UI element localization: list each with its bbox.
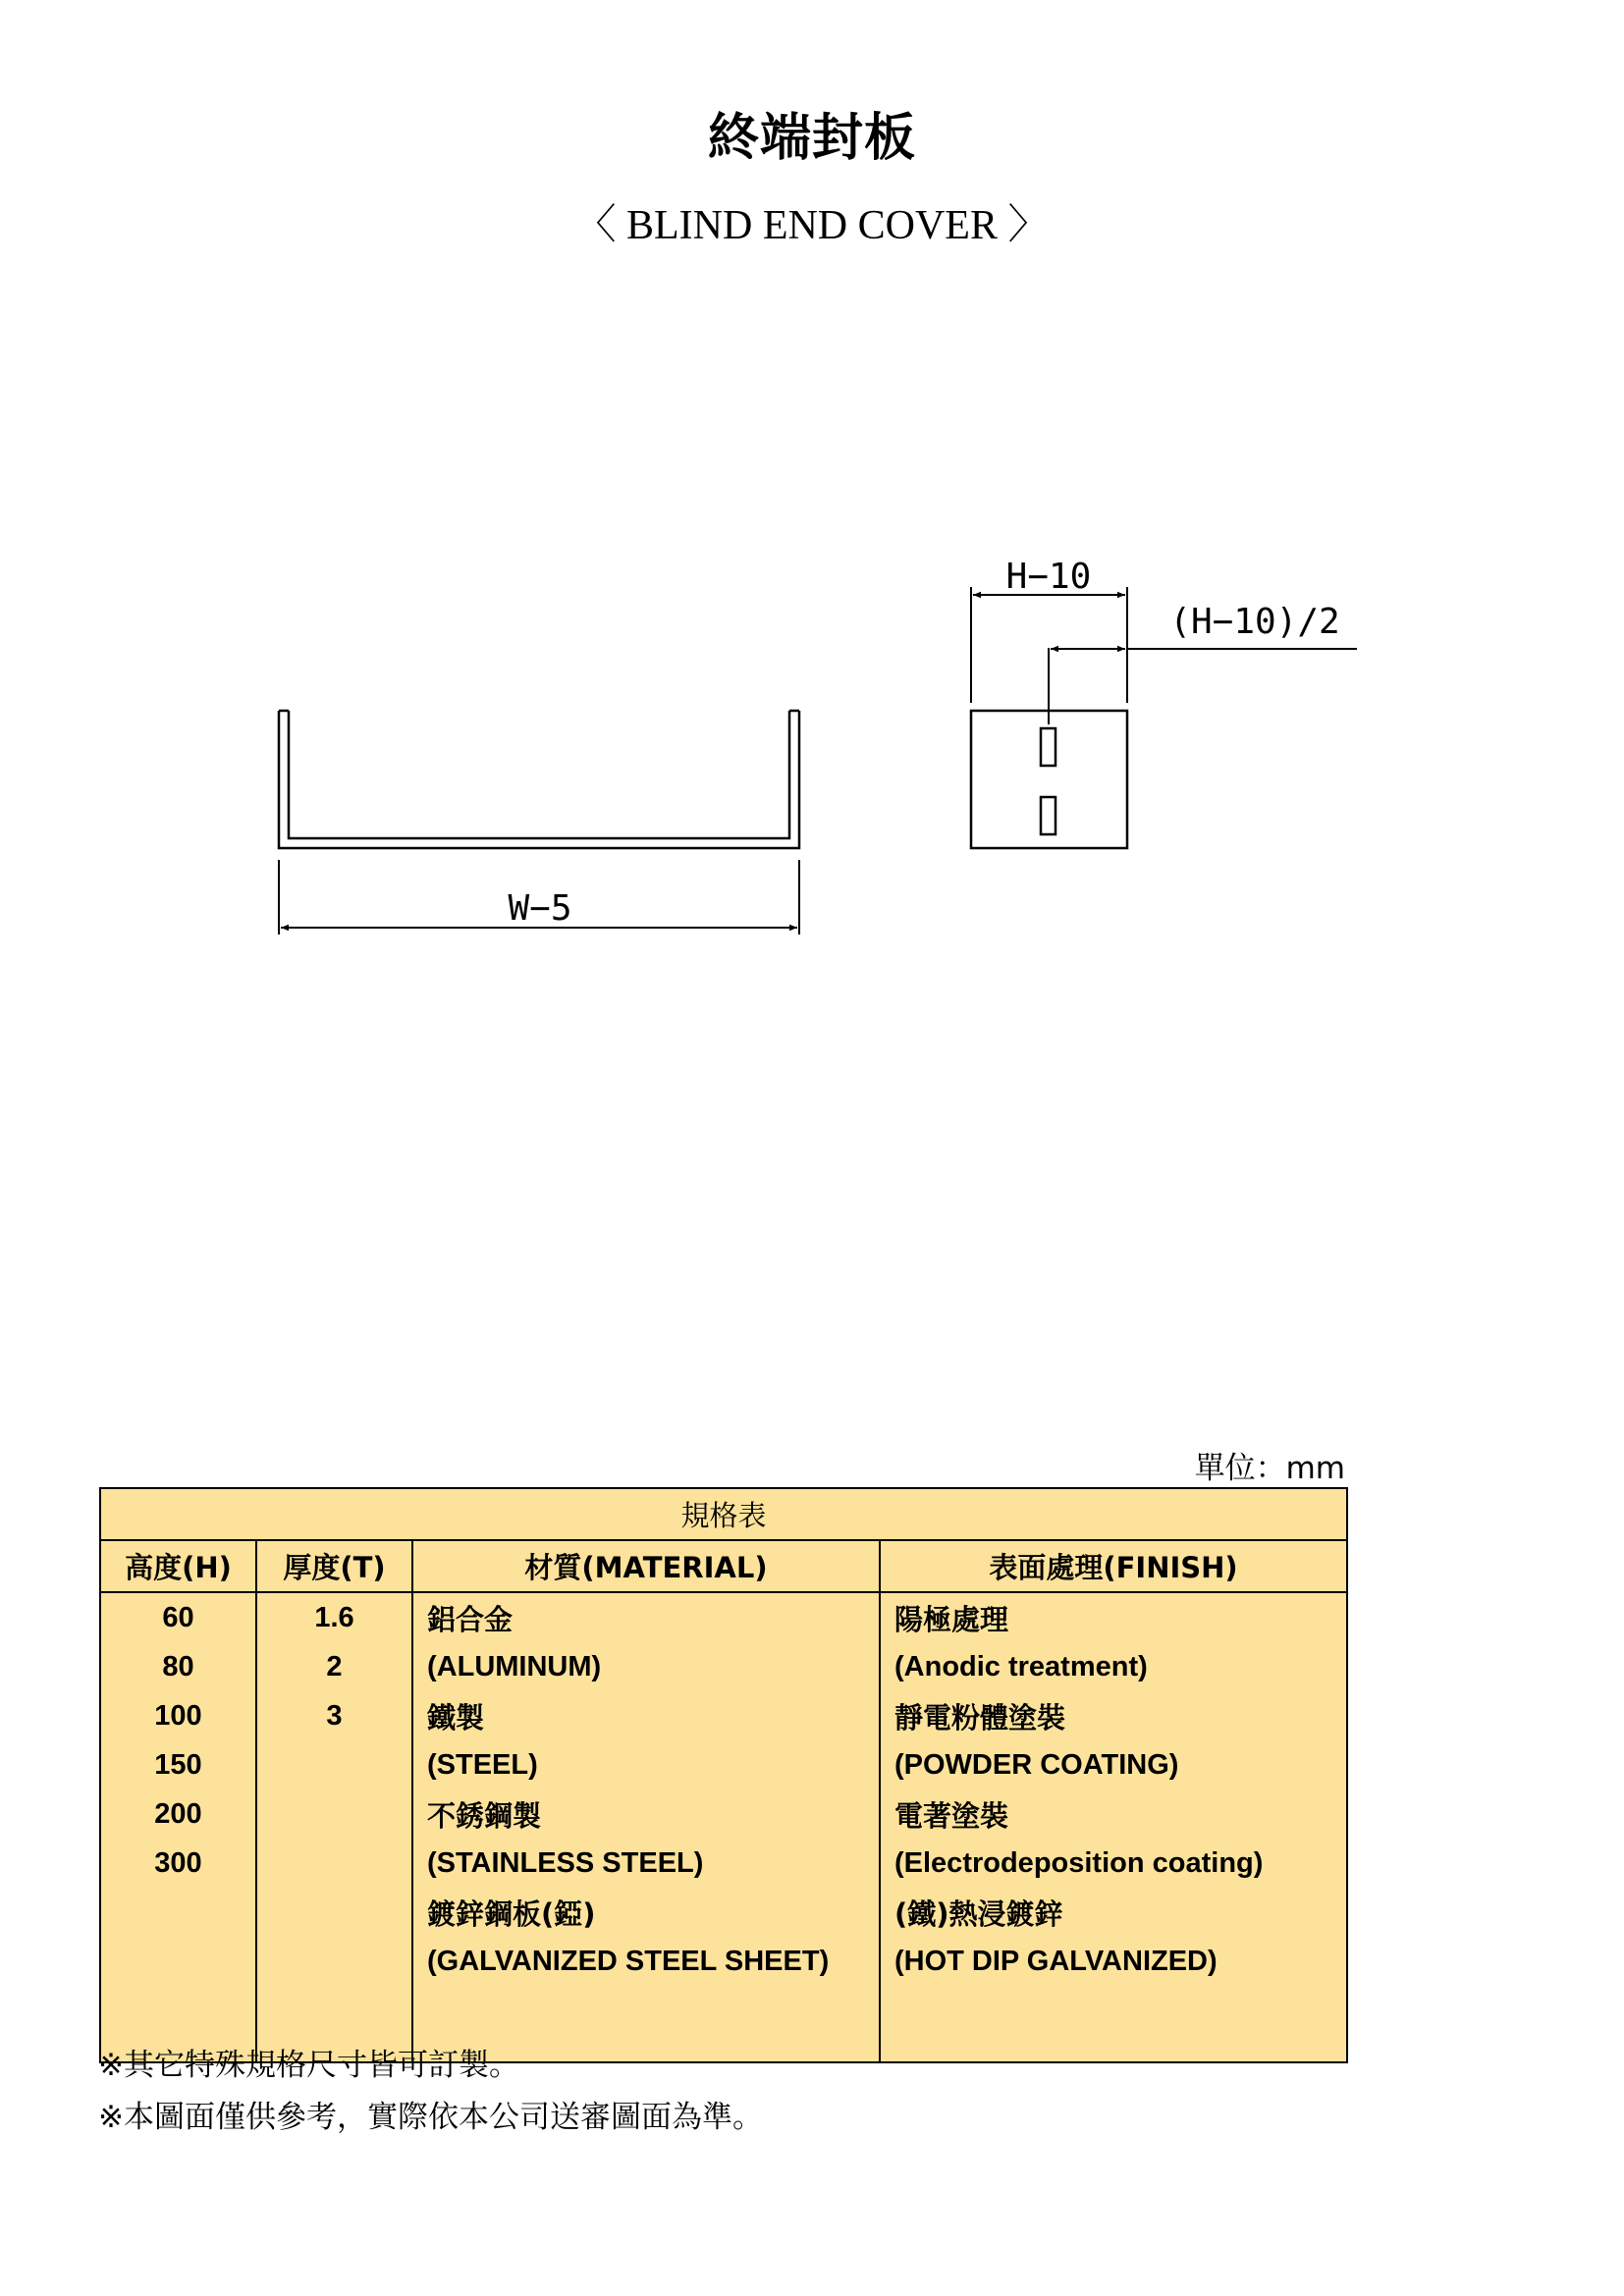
table-row (100, 1592, 1347, 1642)
header-finish: 表面處理(FINISH) (880, 1540, 1347, 1592)
cell-height: 60 (100, 1592, 256, 1642)
table-row (100, 1937, 1347, 1986)
technical-drawing (0, 0, 1624, 982)
cell-finish: 電著塗裝 (880, 1789, 1347, 1839)
cell-height: 200 (100, 1789, 256, 1839)
height-dimension-label: H−10 (1005, 557, 1092, 597)
cell-thickness: 2 (256, 1642, 412, 1691)
page-subtitle: 〈 BLIND END COVER 〉 (574, 203, 1050, 248)
width-dimension-label: W−5 (508, 888, 572, 929)
cell-height (100, 1937, 256, 1986)
table-row (100, 1691, 1347, 1740)
spec-table-header (100, 1540, 1347, 1592)
table-row (100, 1740, 1347, 1789)
cell-finish (880, 1986, 1347, 2062)
cell-finish: 靜電粉體塗裝 (880, 1691, 1347, 1740)
cell-height (100, 1888, 256, 1937)
front-view-channel (279, 711, 799, 848)
table-row (100, 1888, 1347, 1937)
note-reference-only: ※本圖面僅供參考，實際依本公司送審圖面為準。 (98, 2100, 763, 2135)
cell-finish: 陽極處理 (880, 1592, 1347, 1642)
cell-finish: (鐵)熱浸鍍鋅 (880, 1888, 1347, 1937)
table-row (100, 1839, 1347, 1888)
cell-finish: (POWDER COATING) (880, 1740, 1347, 1789)
offset-dimension-label: (H−10)/2 (1169, 602, 1340, 642)
spec-table (99, 1487, 1348, 2063)
side-view-plate (971, 711, 1127, 848)
table-row (100, 1789, 1347, 1839)
cell-material: (STEEL) (412, 1740, 880, 1789)
cell-thickness (256, 1888, 412, 1937)
header-height: 高度(H) (100, 1540, 256, 1592)
page-title: 終端封板 (707, 109, 916, 168)
cell-thickness (256, 1789, 412, 1839)
cell-material: (ALUMINUM) (412, 1642, 880, 1691)
cell-thickness: 1.6 (256, 1592, 412, 1642)
cell-finish: (HOT DIP GALVANIZED) (880, 1937, 1347, 1986)
cell-height: 80 (100, 1642, 256, 1691)
cell-finish: (Electrodeposition coating) (880, 1839, 1347, 1888)
cell-material: 鐵製 (412, 1691, 880, 1740)
cell-height: 100 (100, 1691, 256, 1740)
table-row (100, 1642, 1347, 1691)
cell-material: 不銹鋼製 (412, 1789, 880, 1839)
cell-thickness (256, 1937, 412, 1986)
header-thickness: 厚度(T) (256, 1540, 412, 1592)
cell-height: 150 (100, 1740, 256, 1789)
cell-material: 鋁合金 (412, 1592, 880, 1642)
header-material: 材質(MATERIAL) (412, 1540, 880, 1592)
cell-height: 300 (100, 1839, 256, 1888)
cell-material: (STAINLESS STEEL) (412, 1839, 880, 1888)
cell-material: (GALVANIZED STEEL SHEET) (412, 1937, 880, 1986)
cell-material: 鍍鋅鋼板(錏) (412, 1888, 880, 1937)
cell-thickness (256, 1839, 412, 1888)
cell-finish: (Anodic treatment) (880, 1642, 1347, 1691)
offset-dimension (1049, 648, 1357, 724)
unit-label: 單位：mm (1194, 1451, 1345, 1486)
cell-thickness: 3 (256, 1691, 412, 1740)
note-custom-specs: ※其它特殊規格尺寸皆可訂製。 (98, 2048, 519, 2083)
cell-thickness (256, 1740, 412, 1789)
spec-table-caption: 規格表 (100, 1488, 1347, 1540)
